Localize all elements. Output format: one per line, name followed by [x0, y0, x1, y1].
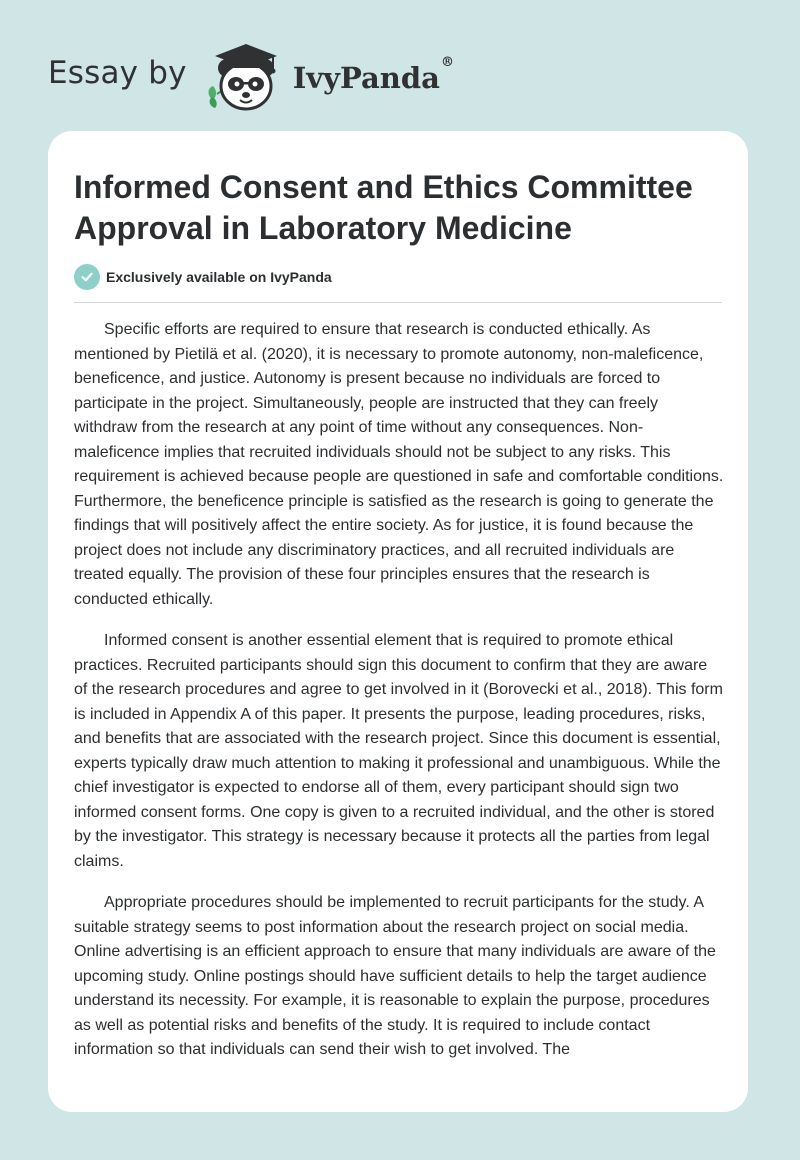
- divider: [74, 302, 722, 303]
- exclusive-label: Exclusively available on IvyPanda: [106, 269, 332, 285]
- essay-body: [74, 318, 724, 1080]
- ivypanda-logo-icon[interactable]: [203, 38, 287, 114]
- paragraph-2: Informed consent is another essential element that is required to promote ethical practices. Recruited participants should sign this document to confirm that they are aware of the research procedures and agree to get involved in it (Borovecki et al., 2018). This form is included in Appendix A of this paper. It presents the purpose, leading procedures, risks, and benefits that are associated with the research project. Since this document is essential, experts typically draw much attention to making it professional and unambiguous. While the chief investigator is expected to endorse all of them, every participant should sign two informed consent forms. One copy is given to a recruited individual, and the other is stored by the investigator. This strategy is necessary because it protects all the parties from legal claims.: [74, 632, 723, 870]
- paragraph-3: Appropriate procedures should be implemented to recruit participants for the study. A suitable strategy seems to post information about the research project on social media. Online advertising is an efficient approach to ensure that many individuals are aware of the upcoming study. Online postings should have sufficient details to help the target audience understand its necessity. For example, it is reasonable to explain the purpose, procedures as well as potential risks and benefits of the study. It is required to include contact information so that individuals can send their wish to get involved. The: [74, 894, 716, 1058]
- essay-card: [48, 131, 748, 1112]
- brand-name-text: IvyPanda: [292, 61, 440, 95]
- check-circle-icon: [74, 264, 100, 290]
- exclusive-badge: [74, 264, 332, 290]
- site-header: [48, 36, 454, 116]
- essay-title: Informed Consent and Ethics Committee Approval in Laboratory Medicine: [74, 169, 693, 246]
- brand-name[interactable]: [292, 55, 454, 95]
- registered-mark: ®: [440, 55, 454, 70]
- essay-by-label: Essay by: [48, 55, 187, 91]
- paragraph-1: Specific efforts are required to ensure that research is conducted ethically. As mentioned by Pietilä et al. (2020), it is necessary to promote autonomy, non-maleficence, beneficence, and justice. Autonomy is present because no individuals are forced to participate in the project. Simultaneously, people are instructed that they can freely withdraw from the research at any point of time without any consequences. Non-maleficence implies that recruited individuals should not be subject to any risks. This requirement is achieved because people are questioned in safe and comfortable conditions. Furthermore, the beneficence principle is satisfied as the research is going to generate the findings that will positively affect the entire society. As for justice, it is found because the project does not include any discriminatory practices, and all recruited individuals are treated equally. The provision of these four principles ensures that the research is conducted ethically.: [74, 321, 724, 608]
